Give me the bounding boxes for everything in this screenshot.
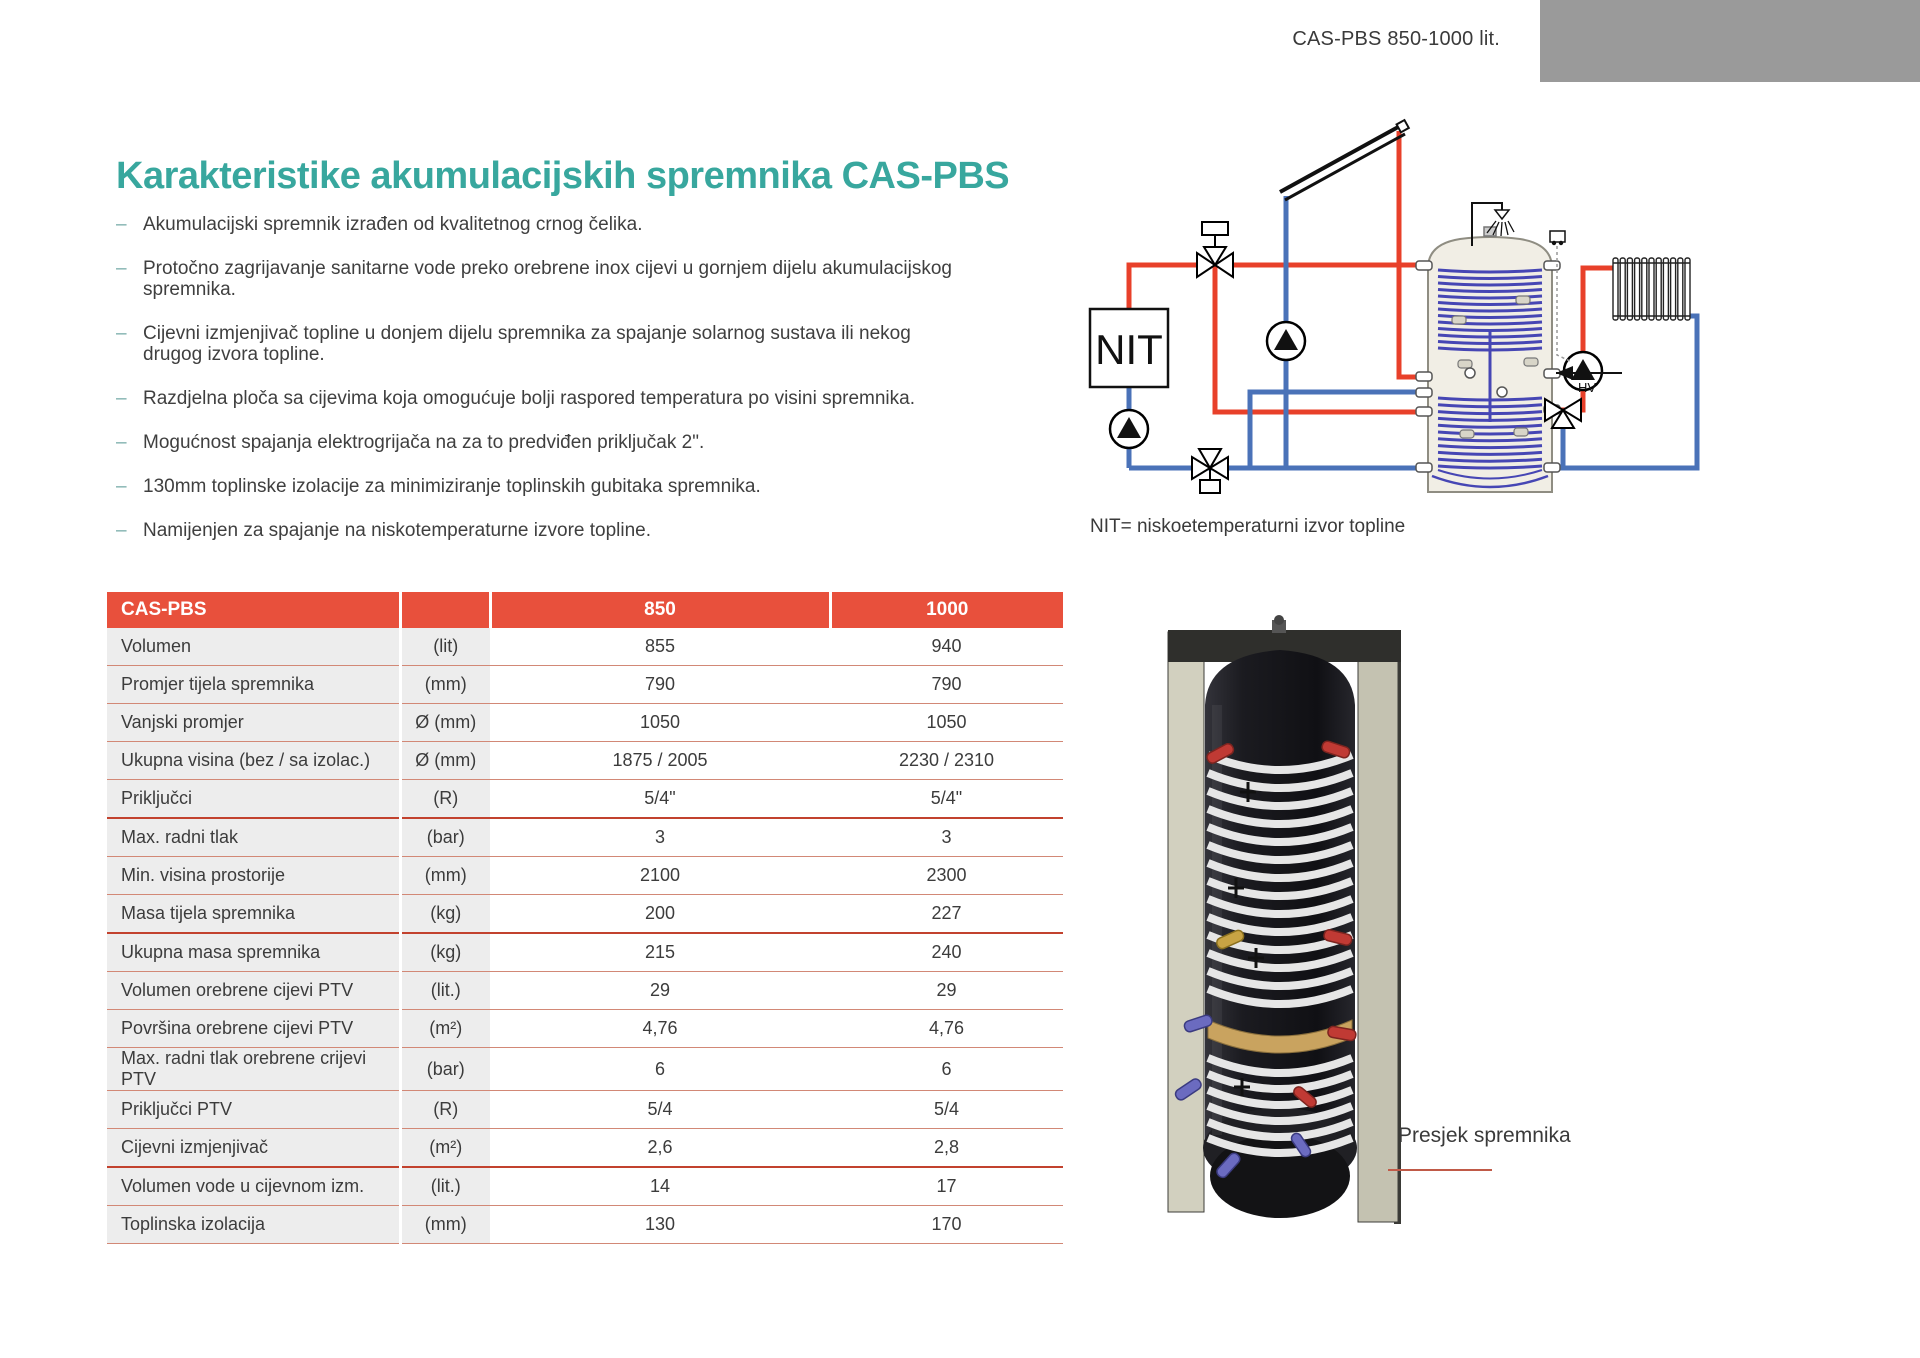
radiator-fin [1613, 258, 1618, 320]
value-850: 3 [490, 818, 830, 857]
feature-text: Akumulacijski spremnik izrađen od kvalitetnog crnog čelika. [143, 214, 643, 235]
spec-table-header [107, 592, 1063, 628]
value-1000: 227 [830, 895, 1063, 934]
table-row [107, 933, 1063, 972]
radiator-fin [1656, 258, 1661, 320]
doc-reference: CAS-PBS 850-1000 lit. [1292, 28, 1500, 50]
feature-item [116, 432, 966, 453]
radiator-fin [1635, 258, 1640, 320]
row-label: Ukupna masa spremnika [107, 933, 400, 972]
feature-item [116, 520, 966, 541]
bullet-dash-icon: – [116, 258, 127, 279]
pump-icon [1267, 322, 1305, 360]
table-row [107, 1206, 1063, 1244]
storage-tank-schematic [1416, 227, 1560, 492]
row-label: Min. visina prostorije [107, 857, 400, 895]
mixing-valve-bottom-icon [1192, 449, 1228, 493]
row-unit: (bar) [400, 818, 490, 857]
row-label: Površina orebrene cijevi PTV [107, 1010, 400, 1048]
value-1000: 240 [830, 933, 1063, 972]
row-unit: (lit.) [400, 1167, 490, 1206]
row-label: Volumen [107, 628, 400, 666]
feature-text: Namijenjen za spajanje na niskotemperaturne izvore topline. [143, 520, 652, 541]
row-label: Vanjski promjer [107, 704, 400, 742]
pump-icon [1110, 410, 1148, 448]
col-unit [400, 592, 490, 628]
table-row [107, 895, 1063, 934]
table-row [107, 1010, 1063, 1048]
value-850: 1050 [490, 704, 830, 742]
feature-item [116, 258, 966, 300]
blue-pipe-mixing-return [1250, 392, 1428, 468]
value-850: 4,76 [490, 1010, 830, 1048]
value-850: 855 [490, 628, 830, 666]
row-unit: (R) [400, 780, 490, 819]
row-label: Toplinska izolacija [107, 1206, 400, 1244]
value-850: 14 [490, 1167, 830, 1206]
value-850: 2,6 [490, 1129, 830, 1168]
value-1000: 2300 [830, 857, 1063, 895]
row-unit: (mm) [400, 1206, 490, 1244]
table-row [107, 1167, 1063, 1206]
row-unit: Ø (mm) [400, 742, 490, 780]
feature-list [116, 214, 966, 564]
row-unit: (R) [400, 1091, 490, 1129]
table-row [107, 704, 1063, 742]
col-product: CAS-PBS [107, 592, 400, 628]
table-row [107, 742, 1063, 780]
table-row [107, 972, 1063, 1010]
table-row [107, 666, 1063, 704]
radiator-fin [1642, 258, 1647, 320]
row-unit: (mm) [400, 666, 490, 704]
row-label: Promjer tijela spremnika [107, 666, 400, 704]
feature-text: Razdjelna ploča sa cijevima koja omogućuje bolji raspored temperatura po visini spremnika. [143, 388, 915, 409]
row-unit: (mm) [400, 857, 490, 895]
value-850: 200 [490, 895, 830, 934]
red-pipe-solar [1399, 131, 1428, 377]
photo-caption-underline [1388, 1169, 1492, 1171]
table-row [107, 818, 1063, 857]
table-row [107, 1129, 1063, 1168]
value-850: 5/4 [490, 1091, 830, 1129]
page-title: Karakteristike akumulacijskih spremnika CAS-PBS [116, 155, 1010, 198]
bullet-dash-icon: – [116, 323, 127, 344]
value-1000: 1050 [830, 704, 1063, 742]
value-1000: 6 [830, 1048, 1063, 1091]
hydraulic-schematic [1080, 98, 1725, 548]
red-pipe-nit-to-tank [1129, 265, 1428, 311]
hv-label: HV [1578, 380, 1597, 395]
row-label: Cijevni izmjenjivač [107, 1129, 400, 1168]
value-1000: 3 [830, 818, 1063, 857]
table-row [107, 1091, 1063, 1129]
value-1000: 2,8 [830, 1129, 1063, 1168]
value-1000: 170 [830, 1206, 1063, 1244]
value-1000: 2230 / 2310 [830, 742, 1063, 780]
corner-accent-block [1540, 0, 1920, 82]
bullet-dash-icon: – [116, 476, 127, 497]
bullet-dash-icon: – [116, 520, 127, 541]
feature-item [116, 323, 966, 365]
spec-table [107, 592, 1063, 1244]
row-unit: (lit.) [400, 972, 490, 1010]
value-850: 2100 [490, 857, 830, 895]
value-1000: 790 [830, 666, 1063, 704]
photo-caption: Presjek spremnika [1398, 1124, 1571, 1147]
feature-text: Protočno zagrijavanje sanitarne vode preko orebrene inox cijevi u gornjem dijelu akumulacijskog spremnika. [143, 258, 953, 300]
value-1000: 940 [830, 628, 1063, 666]
solar-collector-icon [1280, 120, 1409, 200]
feature-text: Mogućnost spajanja elektrogrijača na za to predviđen priključak 2". [143, 432, 705, 453]
radiator-fin [1671, 258, 1676, 320]
feature-item [116, 214, 966, 235]
blue-pipe-bottom-right [1552, 316, 1697, 468]
value-850: 130 [490, 1206, 830, 1244]
schematic-caption: NIT= niskoetemperaturni izvor topline [1090, 516, 1406, 537]
value-1000: 4,76 [830, 1010, 1063, 1048]
row-label: Max. radni tlak orebrene crijevi PTV [107, 1048, 400, 1091]
feature-text: Cijevni izmjenjivač topline u donjem dijelu spremnika za spajanje solarnog sustava ili nekog drugog izvora topline. [143, 323, 911, 365]
table-row [107, 780, 1063, 819]
row-unit: (m²) [400, 1010, 490, 1048]
bullet-dash-icon: – [116, 214, 127, 235]
spec-table-body [107, 628, 1063, 1244]
value-850: 215 [490, 933, 830, 972]
row-unit: (kg) [400, 895, 490, 934]
value-850: 6 [490, 1048, 830, 1091]
value-1000: 17 [830, 1167, 1063, 1206]
row-label: Priključci [107, 780, 400, 819]
row-label: Priključci PTV [107, 1091, 400, 1129]
value-850: 1875 / 2005 [490, 742, 830, 780]
row-unit: (lit) [400, 628, 490, 666]
tank-cutaway-photo [1130, 615, 1570, 1255]
thermostat-icon [1550, 231, 1572, 362]
row-unit: (kg) [400, 933, 490, 972]
radiator-fin [1663, 258, 1668, 320]
value-1000: 5/4 [830, 1091, 1063, 1129]
radiator-fin [1649, 258, 1654, 320]
row-unit: (m²) [400, 1129, 490, 1168]
value-850: 29 [490, 972, 830, 1010]
row-unit: (bar) [400, 1048, 490, 1091]
col-850: 850 [490, 592, 830, 628]
feature-item [116, 388, 966, 409]
table-row [107, 1048, 1063, 1091]
value-850: 5/4" [490, 780, 830, 819]
row-unit: Ø (mm) [400, 704, 490, 742]
bullet-dash-icon: – [116, 388, 127, 409]
nit-box-label: NIT [1095, 326, 1163, 373]
row-label: Masa tijela spremnika [107, 895, 400, 934]
table-row [107, 628, 1063, 666]
row-label: Volumen vode u cijevnom izm. [107, 1167, 400, 1206]
nit-box [1090, 309, 1168, 387]
radiator-fin [1627, 258, 1632, 320]
row-label: Volumen orebrene cijevi PTV [107, 972, 400, 1010]
feature-text: 130mm toplinske izolacije za minimiziranje toplinskih gubitaka spremnika. [143, 476, 761, 497]
table-row [107, 857, 1063, 895]
value-1000: 29 [830, 972, 1063, 1010]
value-1000: 5/4" [830, 780, 1063, 819]
feature-item [116, 476, 966, 497]
bullet-dash-icon: – [116, 432, 127, 453]
row-label: Ukupna visina (bez / sa izolac.) [107, 742, 400, 780]
row-label: Max. radni tlak [107, 818, 400, 857]
radiator-fin [1620, 258, 1625, 320]
radiator-fin [1678, 258, 1683, 320]
col-1000: 1000 [830, 592, 1063, 628]
value-850: 790 [490, 666, 830, 704]
radiator-fin [1685, 258, 1690, 320]
radiator-icon [1613, 258, 1690, 320]
